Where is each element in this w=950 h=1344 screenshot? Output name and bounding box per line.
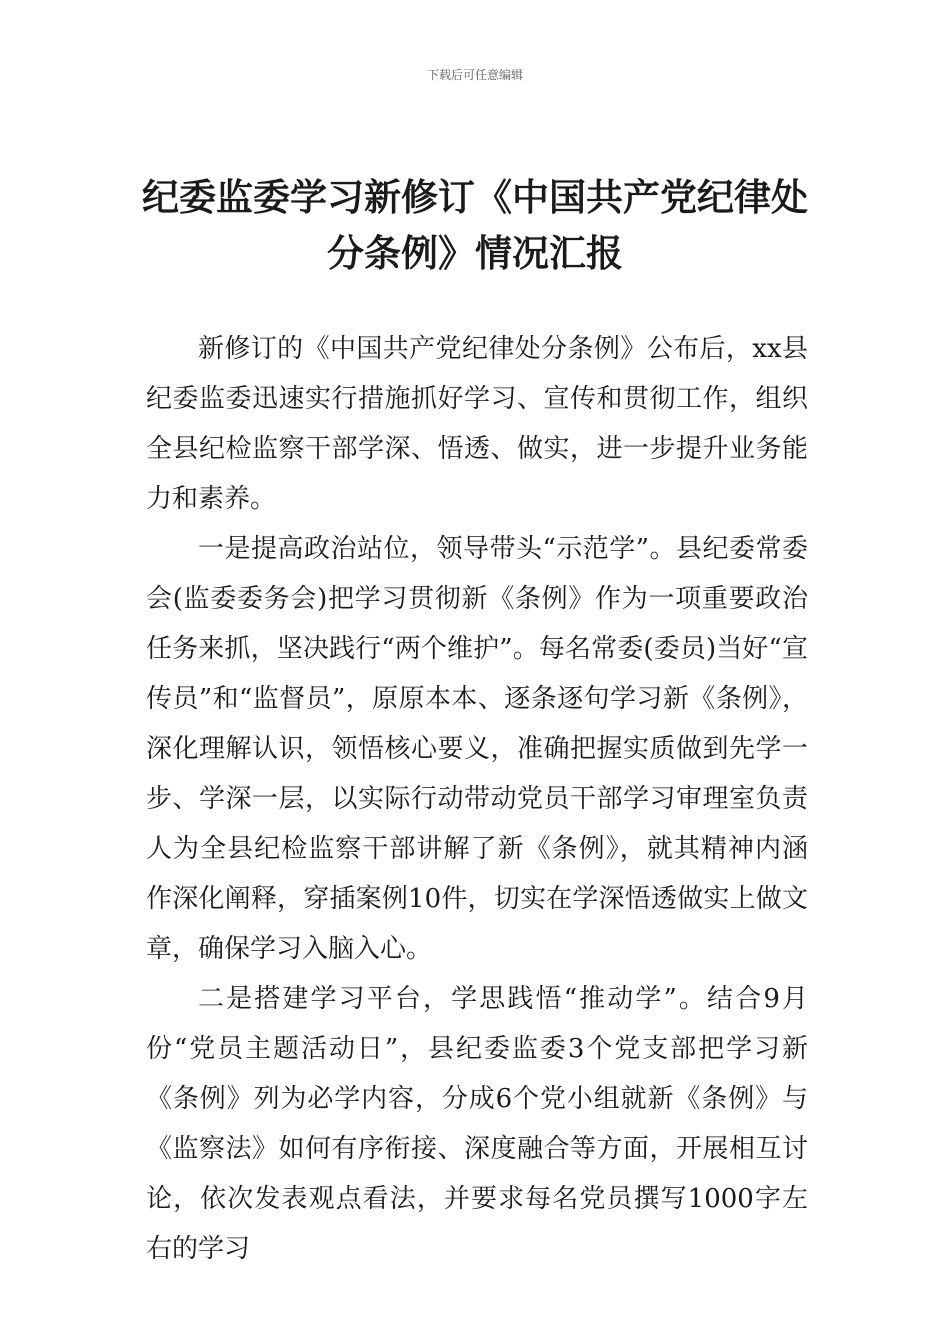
paragraph-intro: 新修订的《中国共产党纪律处分条例》公布后，xx县纪委监委迅速实行措施抓好学习、宣传和贯彻工作，组织全县纪检监察干部学深、悟透、做实，进一步提升业务能力和素养。 <box>146 334 808 514</box>
title-line-2: 分条例》情况汇报 <box>327 232 623 275</box>
paragraph-point-two: 二是搭建学习平台，学思践悟“推动学”。结合9月份“党员主题活动日”，县纪委监委3个党支部把学习新《条例》列为必学内容，分成6个党小组就新《条例》与《监察法》如何有序衔接、深度融合等方面，开展相互讨论，依次发表观点看法，并要求每名党员撰写1000字左右的学习 <box>146 984 808 1264</box>
paragraph-point-one: 一是提高政治站位，领导带头“示范学”。县纪委常委会(监委委务会)把学习贯彻新《条例》作为一项重要政治任务来抓，坚决践行“两个维护”。每名常委(委员)当好“宣传员”和“监督员”，原原本本、逐条逐句学习新《条例》，深化理解认识，领悟核心要义，准确把握实质做到先学一步、学深一层，以实际行动带动党员干部学习审理室负责人为全县纪检监察干部讲解了新《条例》，就其精神内涵作深化阐释，穿插案例10件，切实在学深悟透做实上做文章，确保学习入脑入心。 <box>146 534 808 964</box>
document-title <box>130 170 820 282</box>
document-body <box>146 324 808 1274</box>
title-line-1: 纪委监委学习新修订《中国共产党纪律处 <box>142 176 808 219</box>
page-header-note: 下载后可任意编辑 <box>426 68 523 82</box>
